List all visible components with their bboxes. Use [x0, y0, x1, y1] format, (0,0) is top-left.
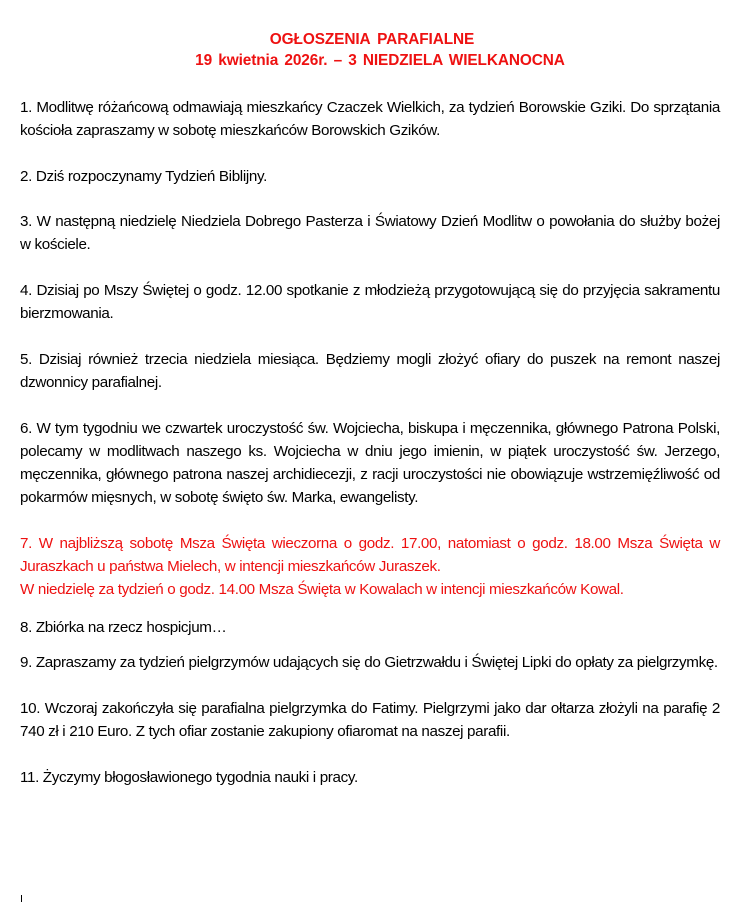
announcement-item-11: 11. Życzymy błogosławionego tygodnia nauki i pracy.: [20, 769, 358, 786]
announcement-item-9: 9. Zapraszamy za tydzień pielgrzymów udających się do Gietrzwałdu i Świętej Lipki do opłaty za pielgrzymkę.: [20, 654, 718, 671]
announcement-item-10: 10. Wczoraj zakończyła się parafialna pielgrzymka do Fatimy. Pielgrzymi jako dar ołtarza złożyli na parafię 2 740 zł i 210 Euro. Z tych ofiar zostanie zakupiony ofiaromat na naszej parafii.: [20, 700, 720, 740]
announcement-item-3: 3. W następną niedzielę Niedziela Dobrego Pasterza i Światowy Dzień Modlitw o powołania do służby bożej w kościele.: [20, 213, 720, 253]
text-cursor: [21, 895, 22, 902]
announcement-item-5: 5. Dzisiaj również trzecia niedziela miesiąca. Będziemy mogli złożyć ofiary do puszek na remont naszej dzwonnicy parafialnej.: [20, 351, 720, 391]
announcement-item-8: 8. Zbiórka na rzecz hospicjum…: [20, 619, 227, 636]
announcements-document: [20, 0, 720, 789]
document-header: [20, 29, 720, 71]
document-title: OGŁOSZENIA PARAFIALNE: [269, 31, 475, 48]
announcement-item-1: 1. Modlitwę różańcową odmawiają mieszkańcy Czaczek Wielkich, za tydzień Borowskie Gziki. Do sprzątania kościoła zapraszamy w sobotę mieszkańców Borowskich Gzików.: [20, 99, 720, 139]
announcement-item-2: 2. Dziś rozpoczynamy Tydzień Biblijny.: [20, 168, 267, 185]
announcement-item-4: 4. Dzisiaj po Mszy Świętej o godz. 12.00 spotkanie z młodzieżą przygotowującą się do przyjęcia sakramentu bierzmowania.: [20, 282, 720, 322]
announcement-item-7: [20, 532, 720, 601]
announcement-item-7-part-1: 7. W najbliższą sobotę Msza Święta wieczorna o godz. 17.00, natomiast o godz. 18.00 Msza Święta w Juraszkach u państwa Mielech, w intencji mieszkańców Juraszek.: [20, 535, 720, 575]
document-subtitle: 19 kwietnia 2026r. – 3 NIEDZIELA WIELKANOCNA: [195, 52, 565, 69]
announcement-item-6: 6. W tym tygodniu we czwartek uroczystość św. Wojciecha, biskupa i męczennika, głównego Patrona Polski, polecamy w modlitwach naszego ks. Wojciecha w dniu jego imienin, w piątek uroczystość św. Jerzego, męczennika, głównego patrona naszej archidiecezji, z racji uroczystości nie obowiązuje wstrzemięźliwość od pokarmów mięsnych, w sobotę święto św. Marka, ewangelisty.: [20, 420, 720, 506]
announcement-item-7-part-2: W niedzielę za tydzień o godz. 14.00 Msza Święta w Kowalach w intencji mieszkańców Kowal.: [20, 581, 624, 598]
